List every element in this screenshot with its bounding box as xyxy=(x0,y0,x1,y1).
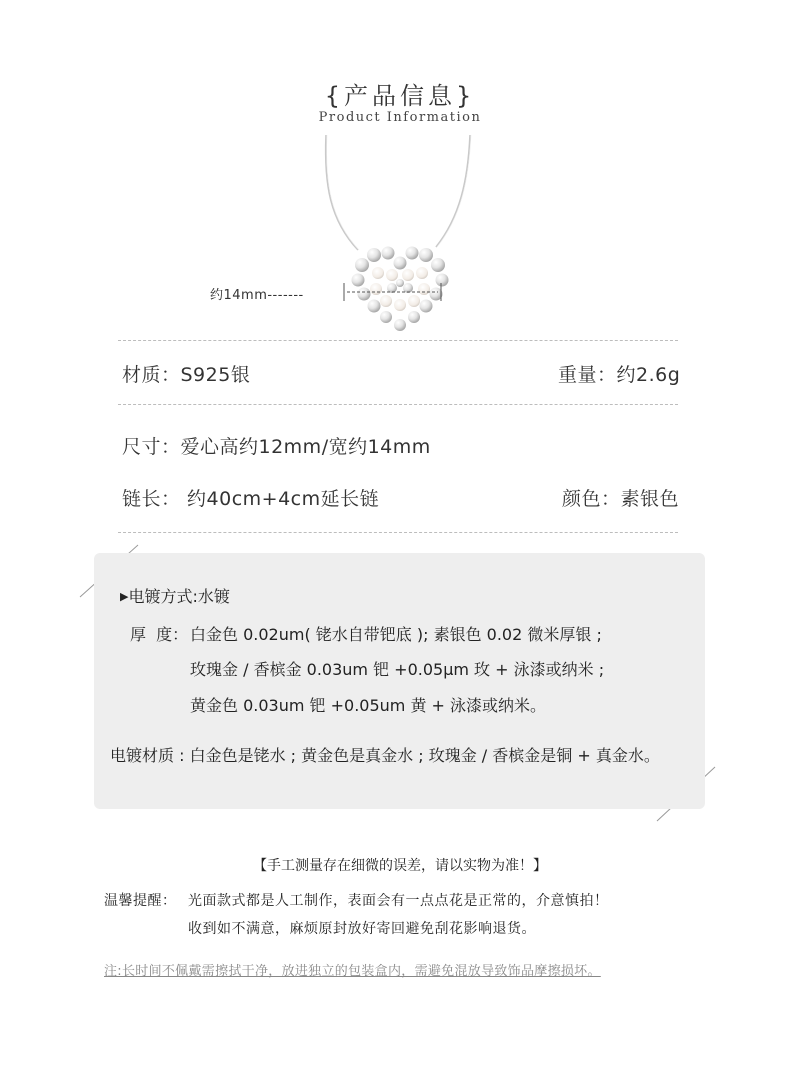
thickness-label: 厚 度： xyxy=(130,625,189,644)
tip-line-1: 光面款式都是人工制作，表面会有一点点花是正常的，介意慎拍！ xyxy=(188,893,609,909)
spec-material: 材质：S925银 xyxy=(122,364,251,386)
spec-color: 颜色：素银色 xyxy=(562,488,680,510)
page-title: {产品信息} xyxy=(324,82,476,110)
tip-line-2: 收到如不满意，麻烦原封放好寄回避免刮花影响退货。 xyxy=(188,921,536,937)
spec-size: 尺寸：爱心高约12mm/宽约14mm xyxy=(122,436,431,458)
spec-chain-length: 链长： 约40cm+4cm延长链 xyxy=(122,488,380,510)
triangle-bullet-icon: ▶ xyxy=(120,590,129,603)
page-subtitle: Product Information xyxy=(318,110,482,125)
plating-material: 电镀材质 : 白金色是铑水 ; 黄金色是真金水 ; 玫瑰金 / 香槟金是铜 + 真金水。 xyxy=(110,746,660,765)
divider xyxy=(118,532,678,533)
measurement-notice: 【手工测量存在细微的误差，请以实物为准！】 xyxy=(253,858,547,874)
plating-method xyxy=(120,584,230,607)
thickness-line-2: 玫瑰金 / 香槟金 0.03um 钯 +0.05μm 玫 + 泳漆或纳米 ; xyxy=(190,660,605,679)
divider xyxy=(118,404,678,405)
thickness-line-3: 黄金色 0.03um 钯 +0.05um 黄 + 泳漆或纳米。 xyxy=(190,696,547,715)
width-measure-label: 约14mm------- xyxy=(210,288,304,303)
divider xyxy=(118,340,678,341)
care-note: 注:长时间不佩戴需擦拭干净，放进独立的包装盒内，需避免混放导致饰品摩擦损坏。 xyxy=(104,964,601,979)
necklace-pendant-image xyxy=(300,125,500,340)
plating-method-text: 电镀方式:水镀 xyxy=(128,587,230,606)
spec-weight: 重量：约2.6g xyxy=(558,364,681,386)
tip-label: 温馨提醒： xyxy=(104,893,177,909)
thickness-line-1: 白金色 0.02um( 铑水自带钯底 ); 素银色 0.02 微米厚银 ; xyxy=(190,625,602,644)
